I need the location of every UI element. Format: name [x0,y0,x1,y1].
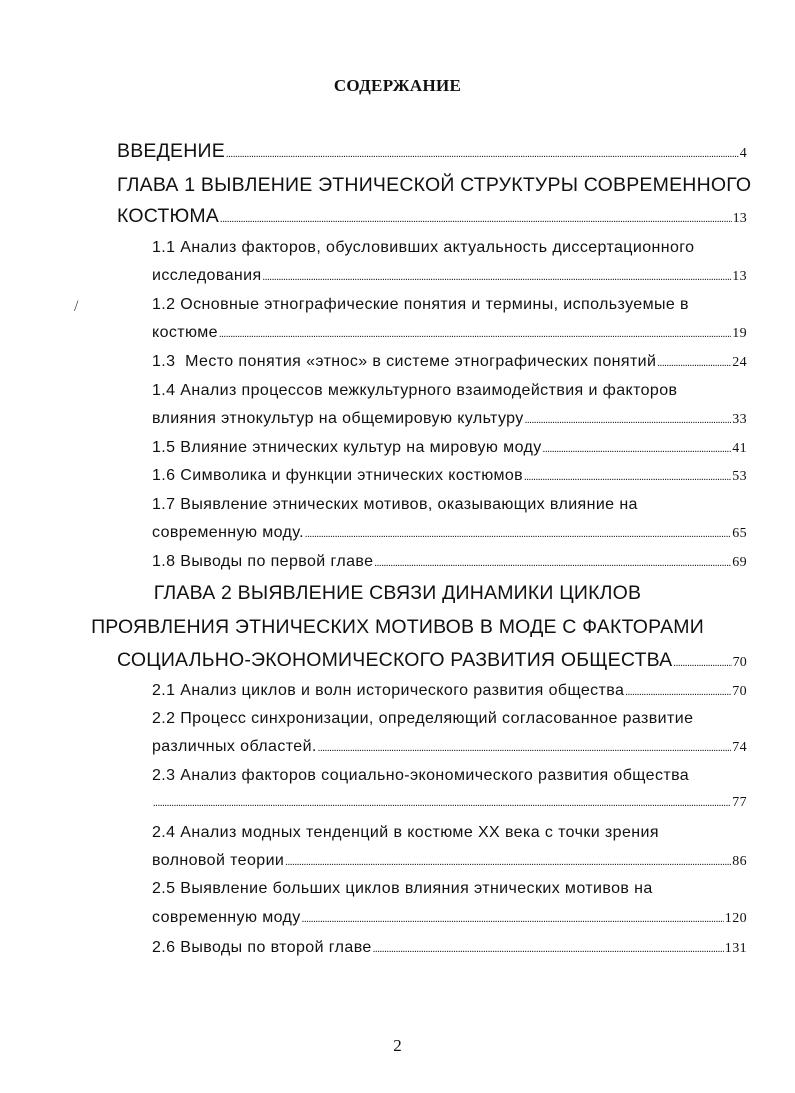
toc-section-2-2-entry [152,738,747,756]
leader-dots [226,149,739,160]
toc-page-number: 53 [732,469,747,484]
toc-section-2-4: 2.4 Анализ модных тенденций в костюме XX века с точки зрения [152,824,659,841]
toc-section-1-6 [152,467,747,485]
leader-dots [219,329,731,340]
toc-section-1-4-entry [152,410,747,428]
toc-section-2-5-entry [152,909,747,927]
toc-section-2-1 [152,682,747,700]
toc-entry-label: ВВЕДЕНИЕ [117,140,225,162]
toc-entry-label: влияния этнокультур на общемировую культуру [152,410,524,427]
toc-entry-label: 2.6 Выводы по второй главе [152,939,372,956]
toc-page-number: 41 [732,441,747,456]
scan-mark: / [74,298,79,315]
toc-entry-label: исследования [152,267,262,284]
toc-page-number: 131 [724,941,747,956]
leader-dots [285,857,731,868]
leader-dots [524,472,731,483]
toc-entry-label: волновой теории [152,852,285,869]
page-number: 2 [393,1036,402,1055]
toc-entry-label: СОЦИАЛЬНО-ЭКОНОМИЧЕСКОГО РАЗВИТИЯ ОБЩЕСТВА [117,649,673,671]
toc-section-2-3: 2.3 Анализ факторов социально-экономического развития общества [152,767,690,784]
leader-dots [374,558,731,569]
toc-entry-label: современную моду [152,909,301,926]
toc-section-2-6 [152,939,747,957]
toc-chapter-1-title: ГЛАВА 1 ВЫВЛЕНИЕ ЭТНИЧЕСКОЙ СТРУКТУРЫ СОВРЕМЕННОГО [117,174,752,196]
leader-dots [302,914,724,925]
toc-page-number: 4 [739,146,747,161]
toc-chapter-2-entry [117,649,747,672]
toc-page-number: 74 [732,740,747,755]
toc-section-2-2: 2.2 Процесс синхронизации, определяющий согласованное развитие [152,710,694,727]
toc-section-1-2-entry [152,324,747,342]
toc-section-2-5: 2.5 Выявление больших циклов влияния этнических мотивов на [152,880,653,897]
toc-section-1-5 [152,439,747,457]
toc-section-1-3 [152,353,747,371]
toc-page-number: 70 [732,684,747,699]
toc-chapter-1-entry [117,205,747,228]
toc-page-number: 86 [732,854,747,869]
toc-page-number: 77 [732,795,747,810]
leader-dots [318,743,731,754]
toc-section-1-4: 1.4 Анализ процессов межкультурного взаимодействия и факторов [152,382,678,399]
toc-entry-label: КОСТЮМА [117,205,220,227]
toc-page-number: 19 [732,326,747,341]
toc-entry-label: 1.3 Место понятия «этнос» в системе этнографических понятий [152,353,657,370]
leader-dots [625,687,731,698]
toc-page-number: 13 [732,269,747,284]
toc-chapter-2-title-line2: ПРОЯВЛЕНИЯ ЭТНИЧЕСКИХ МОТИВОВ В МОДЕ С ФАКТОРАМИ [91,616,704,638]
toc-entry-label: 2.1 Анализ циклов и волн исторического развития общества [152,682,625,699]
leader-dots [373,944,724,955]
toc-page-number: 33 [732,412,747,427]
toc-entry-label: костюме [152,324,218,341]
leader-dots [153,798,731,809]
toc-entry-intro [117,140,747,163]
leader-dots [543,444,732,455]
leader-dots [220,214,732,225]
toc-page-number: 120 [724,911,747,926]
toc-section-1-2: 1.2 Основные этнографические понятия и термины, используемые в [152,296,689,313]
toc-entry-label: различных областей. [152,738,317,755]
toc-page-number: 65 [732,526,747,541]
toc-section-1-1-entry [152,267,747,285]
toc-page-number: 69 [732,555,747,570]
leader-dots [657,358,731,369]
leader-dots [673,658,731,669]
toc-entry-label: современную моду. [152,524,304,541]
toc-section-1-8 [152,553,747,571]
toc-entry-label: 1.6 Символика и функции этнических костюмов [152,467,524,484]
toc-page-number: 70 [732,655,747,670]
toc-section-1-1: 1.1 Анализ факторов, обусловивших актуальность диссертационного [152,239,695,256]
toc-section-2-3-entry [152,795,747,811]
toc-section-1-7: 1.7 Выявление этнических мотивов, оказывающих влияние на [152,496,638,513]
leader-dots [263,272,732,283]
toc-section-1-7-entry [152,524,747,542]
toc-entry-label: 1.8 Выводы по первой главе [152,553,374,570]
toc-page-number: 24 [732,355,747,370]
toc-chapter-2-title-line1: ГЛАВА 2 ВЫЯВЛЕНИЕ СВЯЗИ ДИНАМИКИ ЦИКЛОВ [153,582,642,604]
leader-dots [525,415,731,426]
page-title: СОДЕРЖАНИЕ [333,76,462,95]
toc-section-2-4-entry [152,852,747,870]
leader-dots [305,529,731,540]
toc-page-number: 13 [732,211,747,226]
toc-entry-label: 1.5 Влияние этнических культур на мировую моду [152,439,542,456]
